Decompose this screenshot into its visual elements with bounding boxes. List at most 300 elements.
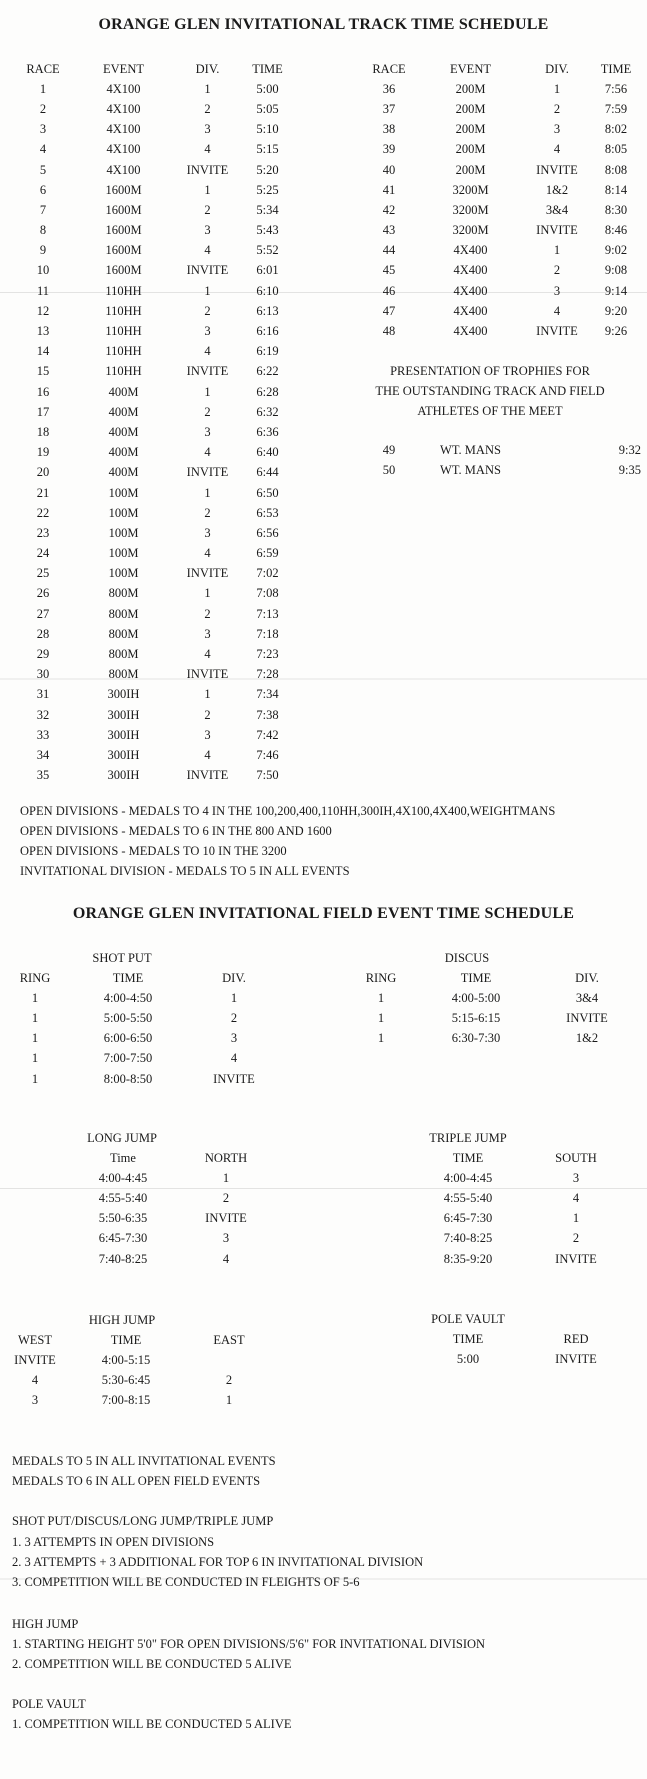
race-number: 49 (382, 442, 396, 457)
high-jump-heading: HIGH JUMP (88, 1313, 156, 1327)
table-header-row (360, 59, 641, 79)
race-number: 42 (382, 202, 396, 217)
track-note: OPEN DIVISIONS - MEDALS TO 10 IN THE 3200 (20, 844, 287, 858)
col-header-div: DIV. (545, 61, 569, 76)
time-cell: 7:00-8:15 (101, 1393, 151, 1408)
race-time: 5:43 (256, 223, 279, 238)
race-row (360, 440, 641, 460)
time-cell: 5:00 (456, 1351, 480, 1366)
race-event: 100M (108, 525, 139, 540)
race-time: 5:52 (256, 243, 279, 258)
race-time: 9:08 (604, 263, 628, 278)
col-header-red: RED (563, 1331, 589, 1346)
race-event: 4X400 (453, 243, 488, 258)
race-time: 5:00 (256, 81, 279, 96)
race-number: 21 (36, 485, 50, 500)
rule-item: 1. COMPETITION WILL BE CONDUCTED 5 ALIVE (12, 1717, 292, 1731)
col-header-time: TIME (460, 970, 492, 985)
race-row (14, 120, 295, 140)
track-table-right (360, 59, 641, 342)
race-time: 6:32 (256, 404, 279, 419)
race-event: 100M (108, 546, 139, 561)
track-note: INVITATIONAL DIVISION - MEDALS TO 5 IN ALL EVENTS (20, 864, 350, 878)
race-event: 200M (455, 142, 486, 157)
race-row (14, 382, 295, 402)
race-division: INVITE (536, 223, 578, 238)
race-event: 110HH (105, 283, 142, 298)
col-header-west: WEST (17, 1332, 53, 1347)
race-division: 3 (553, 283, 561, 298)
time-cell: 6:45-7:30 (443, 1211, 493, 1226)
time-cell: 6:30-7:30 (451, 1031, 501, 1046)
race-number: 1 (39, 81, 47, 96)
race-number: 33 (36, 727, 50, 742)
triple-jump-table (412, 1148, 628, 1269)
ring-cell: 1 (377, 990, 385, 1005)
race-division: 3 (204, 223, 211, 238)
race-event: 3200M (452, 202, 489, 217)
race-division: 1 (553, 81, 561, 96)
race-number: 5 (39, 162, 47, 177)
race-division: 2 (204, 606, 211, 621)
race-division: 4 (204, 445, 211, 460)
race-row (360, 180, 641, 200)
race-row (14, 200, 295, 220)
col-header-time: TIME (110, 1332, 142, 1347)
race-number: 4 (39, 142, 47, 157)
race-row (360, 460, 641, 480)
flight-row (68, 1188, 274, 1208)
race-row (360, 261, 641, 281)
race-row (14, 503, 295, 523)
race-event: 100M (108, 505, 139, 520)
flight-row (6, 1029, 276, 1049)
high-jump-table (6, 1330, 270, 1411)
table-header-row (68, 1148, 274, 1168)
time-cell: 7:40-8:25 (98, 1251, 148, 1266)
time-cell: 4:00-4:45 (98, 1170, 148, 1185)
high-jump-rules-heading: HIGH JUMP (12, 1617, 79, 1631)
race-division: 4 (553, 142, 561, 157)
race-number: 25 (36, 566, 50, 581)
race-event: 400M (108, 404, 139, 419)
race-event: 4X100 (106, 142, 141, 157)
race-division: INVITE (186, 465, 229, 480)
race-number: 26 (36, 586, 50, 601)
race-event: 110HH (105, 303, 142, 318)
division-cell: 4 (230, 1051, 238, 1066)
race-number: 46 (382, 283, 396, 298)
race-number: 47 (382, 303, 396, 318)
race-event: 300IH (107, 727, 140, 742)
col-header-east: EAST (213, 1332, 245, 1347)
race-division: 1 (204, 182, 211, 197)
race-division: 4 (204, 747, 211, 762)
race-event: 300IH (107, 768, 140, 783)
race-time: 7:56 (604, 81, 628, 96)
race-row (360, 321, 641, 341)
race-event: 400M (108, 384, 139, 399)
race-division: INVITE (186, 667, 229, 682)
race-row (14, 604, 295, 624)
race-time: 6:22 (256, 364, 279, 379)
race-time: 6:10 (256, 283, 279, 298)
flight-row (6, 1391, 270, 1411)
race-event: 100M (108, 566, 139, 581)
division-cell: 1&2 (575, 1031, 599, 1046)
race-row (14, 180, 295, 200)
shot-put-table (6, 968, 276, 1089)
division-cell: INVITE (555, 1251, 597, 1266)
rule-item: 1. STARTING HEIGHT 5'0" FOR OPEN DIVISIONS/5'6" FOR INVITATIONAL DIVISION (12, 1637, 486, 1651)
race-event: 800M (108, 586, 139, 601)
rule-item: 1. 3 ATTEMPTS IN OPEN DIVISIONS (12, 1535, 215, 1549)
race-row (14, 261, 295, 281)
division-cell: 3 (222, 1231, 230, 1246)
flight-row (412, 1188, 628, 1208)
field-schedule-title: ORANGE GLEN INVITATIONAL FIELD EVENT TIME SCHEDULE (72, 905, 575, 922)
race-time: 7:08 (256, 586, 279, 601)
col-header-race: RACE (372, 61, 406, 76)
race-time: 6:50 (256, 485, 279, 500)
race-number: 9 (39, 243, 47, 258)
race-number: 27 (36, 606, 50, 621)
flight-row (412, 1249, 628, 1269)
race-time: 8:05 (604, 142, 628, 157)
race-time: 7:34 (256, 687, 279, 702)
flight-row (6, 988, 276, 1008)
division-cell: 4 (222, 1251, 230, 1266)
discus-heading: DISCUS (444, 951, 490, 965)
race-event: 200M (455, 162, 486, 177)
race-row (360, 301, 641, 321)
race-time: 6:28 (256, 384, 279, 399)
col-header-north: NORTH (204, 1150, 248, 1165)
race-event: 800M (108, 626, 139, 641)
time-cell: 5:00-5:50 (103, 1010, 153, 1025)
table-header-row (352, 968, 632, 988)
flight-row (6, 1370, 270, 1390)
race-event: 4X100 (106, 122, 141, 137)
race-division: 4 (204, 647, 211, 662)
ring-cell: 1 (31, 1071, 39, 1086)
race-row (14, 725, 295, 745)
table-header-row (6, 1330, 270, 1350)
race-row (14, 281, 295, 301)
flight-row (6, 1049, 276, 1069)
race-number: 38 (382, 122, 396, 137)
race-division: INVITE (186, 364, 229, 379)
race-time: 7:23 (256, 647, 279, 662)
col-header-time: TIME (452, 1150, 484, 1165)
race-time: 6:53 (256, 505, 279, 520)
race-division: 2 (553, 263, 561, 278)
race-time: 6:16 (256, 324, 279, 339)
race-number: 36 (382, 81, 396, 96)
col-header-div: DIV. (195, 61, 220, 76)
discus-table (352, 968, 632, 1049)
race-division: 3&4 (545, 202, 569, 217)
table-header-row (412, 1148, 628, 1168)
division-cell: 2 (572, 1231, 580, 1246)
race-event: 400M (108, 445, 139, 460)
flight-row (6, 1069, 276, 1089)
race-row (14, 745, 295, 765)
col-header-div: DIV. (575, 970, 599, 985)
race-row (14, 624, 295, 644)
race-event: 1600M (105, 223, 142, 238)
flight-row (68, 1229, 274, 1249)
pole-vault-table (412, 1329, 628, 1369)
division-cell: 1 (230, 990, 238, 1005)
col-header-time: TIME (112, 970, 144, 985)
pole-vault-rules-heading: POLE VAULT (12, 1697, 86, 1711)
time-cell: 4:00-4:45 (443, 1170, 493, 1185)
race-time: 7:18 (256, 626, 279, 641)
flight-row (68, 1209, 274, 1229)
division-cell: 2 (225, 1372, 233, 1387)
presentation-line: THE OUTSTANDING TRACK AND FIELD (375, 384, 605, 398)
race-time: 6:19 (256, 344, 279, 359)
division-cell: 3 (230, 1031, 238, 1046)
race-division: 1 (204, 81, 211, 96)
race-row (14, 665, 295, 685)
race-division: INVITE (186, 162, 229, 177)
race-division: 1&2 (545, 182, 569, 197)
race-number: 8 (39, 223, 47, 238)
race-event: 4X400 (453, 263, 488, 278)
race-row (360, 241, 641, 261)
race-event: 1600M (105, 263, 142, 278)
race-number: 22 (36, 505, 50, 520)
time-cell: 6:00-6:50 (103, 1031, 153, 1046)
col-header-south: SOUTH (555, 1150, 597, 1165)
race-event: 4X400 (453, 303, 488, 318)
race-row (14, 342, 295, 362)
race-event: 3200M (452, 223, 489, 238)
presentation-line: PRESENTATION OF TROPHIES FOR (390, 364, 590, 378)
race-row (14, 644, 295, 664)
race-time: 7:02 (256, 566, 279, 581)
race-row (14, 362, 295, 382)
race-time: 7:59 (604, 101, 628, 116)
race-number: 17 (36, 404, 50, 419)
race-row (14, 140, 295, 160)
race-time: 6:01 (256, 263, 279, 278)
race-time: 9:35 (618, 462, 641, 477)
flight-row (412, 1168, 628, 1188)
race-number: 37 (382, 101, 396, 116)
race-time: 8:08 (604, 162, 628, 177)
race-time: 5:25 (256, 182, 279, 197)
col-header-event: EVENT (103, 61, 144, 76)
race-row (14, 523, 295, 543)
race-time: 8:30 (604, 202, 628, 217)
race-division: 1 (204, 687, 211, 702)
race-division: 2 (204, 202, 211, 217)
time-cell: 7:40-8:25 (443, 1231, 493, 1246)
col-header-time: TIME (452, 1331, 484, 1346)
track-schedule-title: ORANGE GLEN INVITATIONAL TRACK TIME SCHEDULE (98, 16, 549, 33)
race-number: 2 (39, 101, 47, 116)
race-row (360, 221, 641, 241)
race-number: 18 (36, 424, 50, 439)
time-cell: 4:00-5:15 (101, 1352, 151, 1367)
flight-row (68, 1168, 274, 1188)
race-time: 6:59 (256, 546, 279, 561)
race-event: 400M (108, 424, 139, 439)
division-cell: INVITE (555, 1351, 597, 1366)
col-header-event: EVENT (450, 61, 491, 76)
race-row (360, 281, 641, 301)
flight-row (68, 1249, 274, 1269)
race-number: 41 (382, 182, 396, 197)
division-cell: 2 (230, 1010, 238, 1025)
race-division: 4 (553, 303, 561, 318)
division-cell: INVITE (14, 1352, 56, 1367)
division-cell: 3 (31, 1393, 39, 1408)
race-time: 7:42 (256, 727, 279, 742)
race-event: 200M (455, 101, 486, 116)
race-row (14, 422, 295, 442)
race-division: 3 (204, 424, 211, 439)
flight-row (352, 1008, 632, 1028)
race-row (360, 120, 641, 140)
time-cell: 4:55-5:40 (98, 1190, 148, 1205)
pole-vault-heading: POLE VAULT (431, 1312, 505, 1326)
race-division: 1 (204, 485, 211, 500)
race-time: 6:36 (256, 424, 279, 439)
race-event: 300IH (107, 707, 140, 722)
race-number: 23 (36, 525, 50, 540)
race-time: 7:38 (256, 707, 279, 722)
race-number: 45 (382, 263, 396, 278)
track-note: OPEN DIVISIONS - MEDALS TO 4 IN THE 100,200,400,110HH,300IH,4X100,4X400,WEIGHTMANS (20, 804, 556, 818)
race-event: 4X400 (453, 283, 488, 298)
race-division: 2 (204, 303, 211, 318)
triple-jump-heading: TRIPLE JUMP (429, 1131, 507, 1145)
race-division: 1 (204, 283, 211, 298)
race-row (14, 99, 295, 119)
race-division: INVITE (536, 162, 578, 177)
race-row (14, 79, 295, 99)
flight-row (412, 1209, 628, 1229)
race-time: 8:14 (604, 182, 628, 197)
time-cell: 5:15-6:15 (451, 1010, 501, 1025)
race-time: 5:15 (256, 142, 279, 157)
race-division: 2 (553, 101, 561, 116)
race-division: 4 (204, 546, 211, 561)
race-row (360, 99, 641, 119)
long-jump-heading: LONG JUMP (87, 1131, 157, 1145)
race-number: 48 (382, 324, 396, 339)
race-number: 43 (382, 223, 396, 238)
race-division: 3 (204, 122, 211, 137)
race-time: 5:34 (256, 202, 279, 217)
race-division: 2 (204, 505, 211, 520)
time-cell: 4:00-4:50 (103, 990, 153, 1005)
race-event: 4X400 (453, 324, 488, 339)
division-cell: 1 (572, 1211, 580, 1226)
race-division: INVITE (536, 324, 578, 339)
col-header-race: RACE (26, 61, 60, 76)
race-row (360, 200, 641, 220)
race-number: 34 (36, 747, 50, 762)
race-number: 31 (36, 687, 50, 702)
throws-rules-heading: SHOT PUT/DISCUS/LONG JUMP/TRIPLE JUMP (12, 1514, 274, 1528)
flight-row (412, 1229, 628, 1249)
race-division: 3 (204, 626, 211, 641)
race-number: 13 (36, 324, 50, 339)
race-time: 6:13 (256, 303, 279, 318)
race-time: 7:28 (256, 667, 279, 682)
col-header-time: TIME (252, 61, 283, 76)
ring-cell: 1 (377, 1031, 385, 1046)
race-number: 19 (36, 445, 50, 460)
ring-cell: 1 (31, 1010, 39, 1025)
race-row (14, 685, 295, 705)
race-time: 6:44 (256, 465, 279, 480)
race-row (14, 160, 295, 180)
flight-row (352, 1029, 632, 1049)
division-cell: INVITE (566, 1010, 608, 1025)
ring-cell: 1 (31, 1031, 39, 1046)
race-time: 7:13 (256, 606, 279, 621)
race-number: 7 (39, 202, 47, 217)
flight-row (6, 1350, 270, 1370)
division-cell: INVITE (205, 1211, 247, 1226)
division-cell: 2 (222, 1190, 230, 1205)
rule-item: 3. COMPETITION WILL BE CONDUCTED IN FLEIGHTS OF 5-6 (12, 1575, 360, 1589)
race-number: 14 (36, 344, 50, 359)
race-division: 2 (204, 101, 211, 116)
race-division: 1 (553, 243, 561, 258)
race-row (14, 221, 295, 241)
time-cell: 7:00-7:50 (103, 1051, 153, 1066)
race-number: 40 (382, 162, 396, 177)
race-number: 39 (382, 142, 396, 157)
race-event: 110HH (105, 344, 142, 359)
division-cell: 3 (572, 1170, 580, 1185)
race-event: 100M (108, 485, 139, 500)
medals-note: MEDALS TO 6 IN ALL OPEN FIELD EVENTS (12, 1474, 261, 1488)
race-event: WT. MANS (440, 462, 501, 477)
division-cell (188, 1350, 270, 1370)
race-number: 30 (36, 667, 50, 682)
race-row (360, 79, 641, 99)
race-event: 4X100 (106, 101, 141, 116)
race-time: 5:10 (256, 122, 279, 137)
race-row (14, 241, 295, 261)
time-cell: 6:45-7:30 (98, 1231, 148, 1246)
table-header-row (412, 1329, 628, 1349)
race-time: 5:20 (256, 162, 279, 177)
race-time: 9:14 (604, 283, 628, 298)
race-number: 32 (36, 707, 50, 722)
division-cell: INVITE (213, 1071, 255, 1086)
race-row (14, 463, 295, 483)
race-number: 11 (36, 283, 50, 298)
division-cell: 1 (222, 1170, 230, 1185)
race-row (14, 705, 295, 725)
race-row (14, 564, 295, 584)
race-division: INVITE (186, 768, 229, 783)
race-number: 24 (36, 546, 50, 561)
race-number: 35 (36, 768, 50, 783)
medals-note: MEDALS TO 5 IN ALL INVITATIONAL EVENTS (12, 1454, 276, 1468)
race-event: 800M (108, 667, 139, 682)
race-time: 6:56 (256, 525, 279, 540)
